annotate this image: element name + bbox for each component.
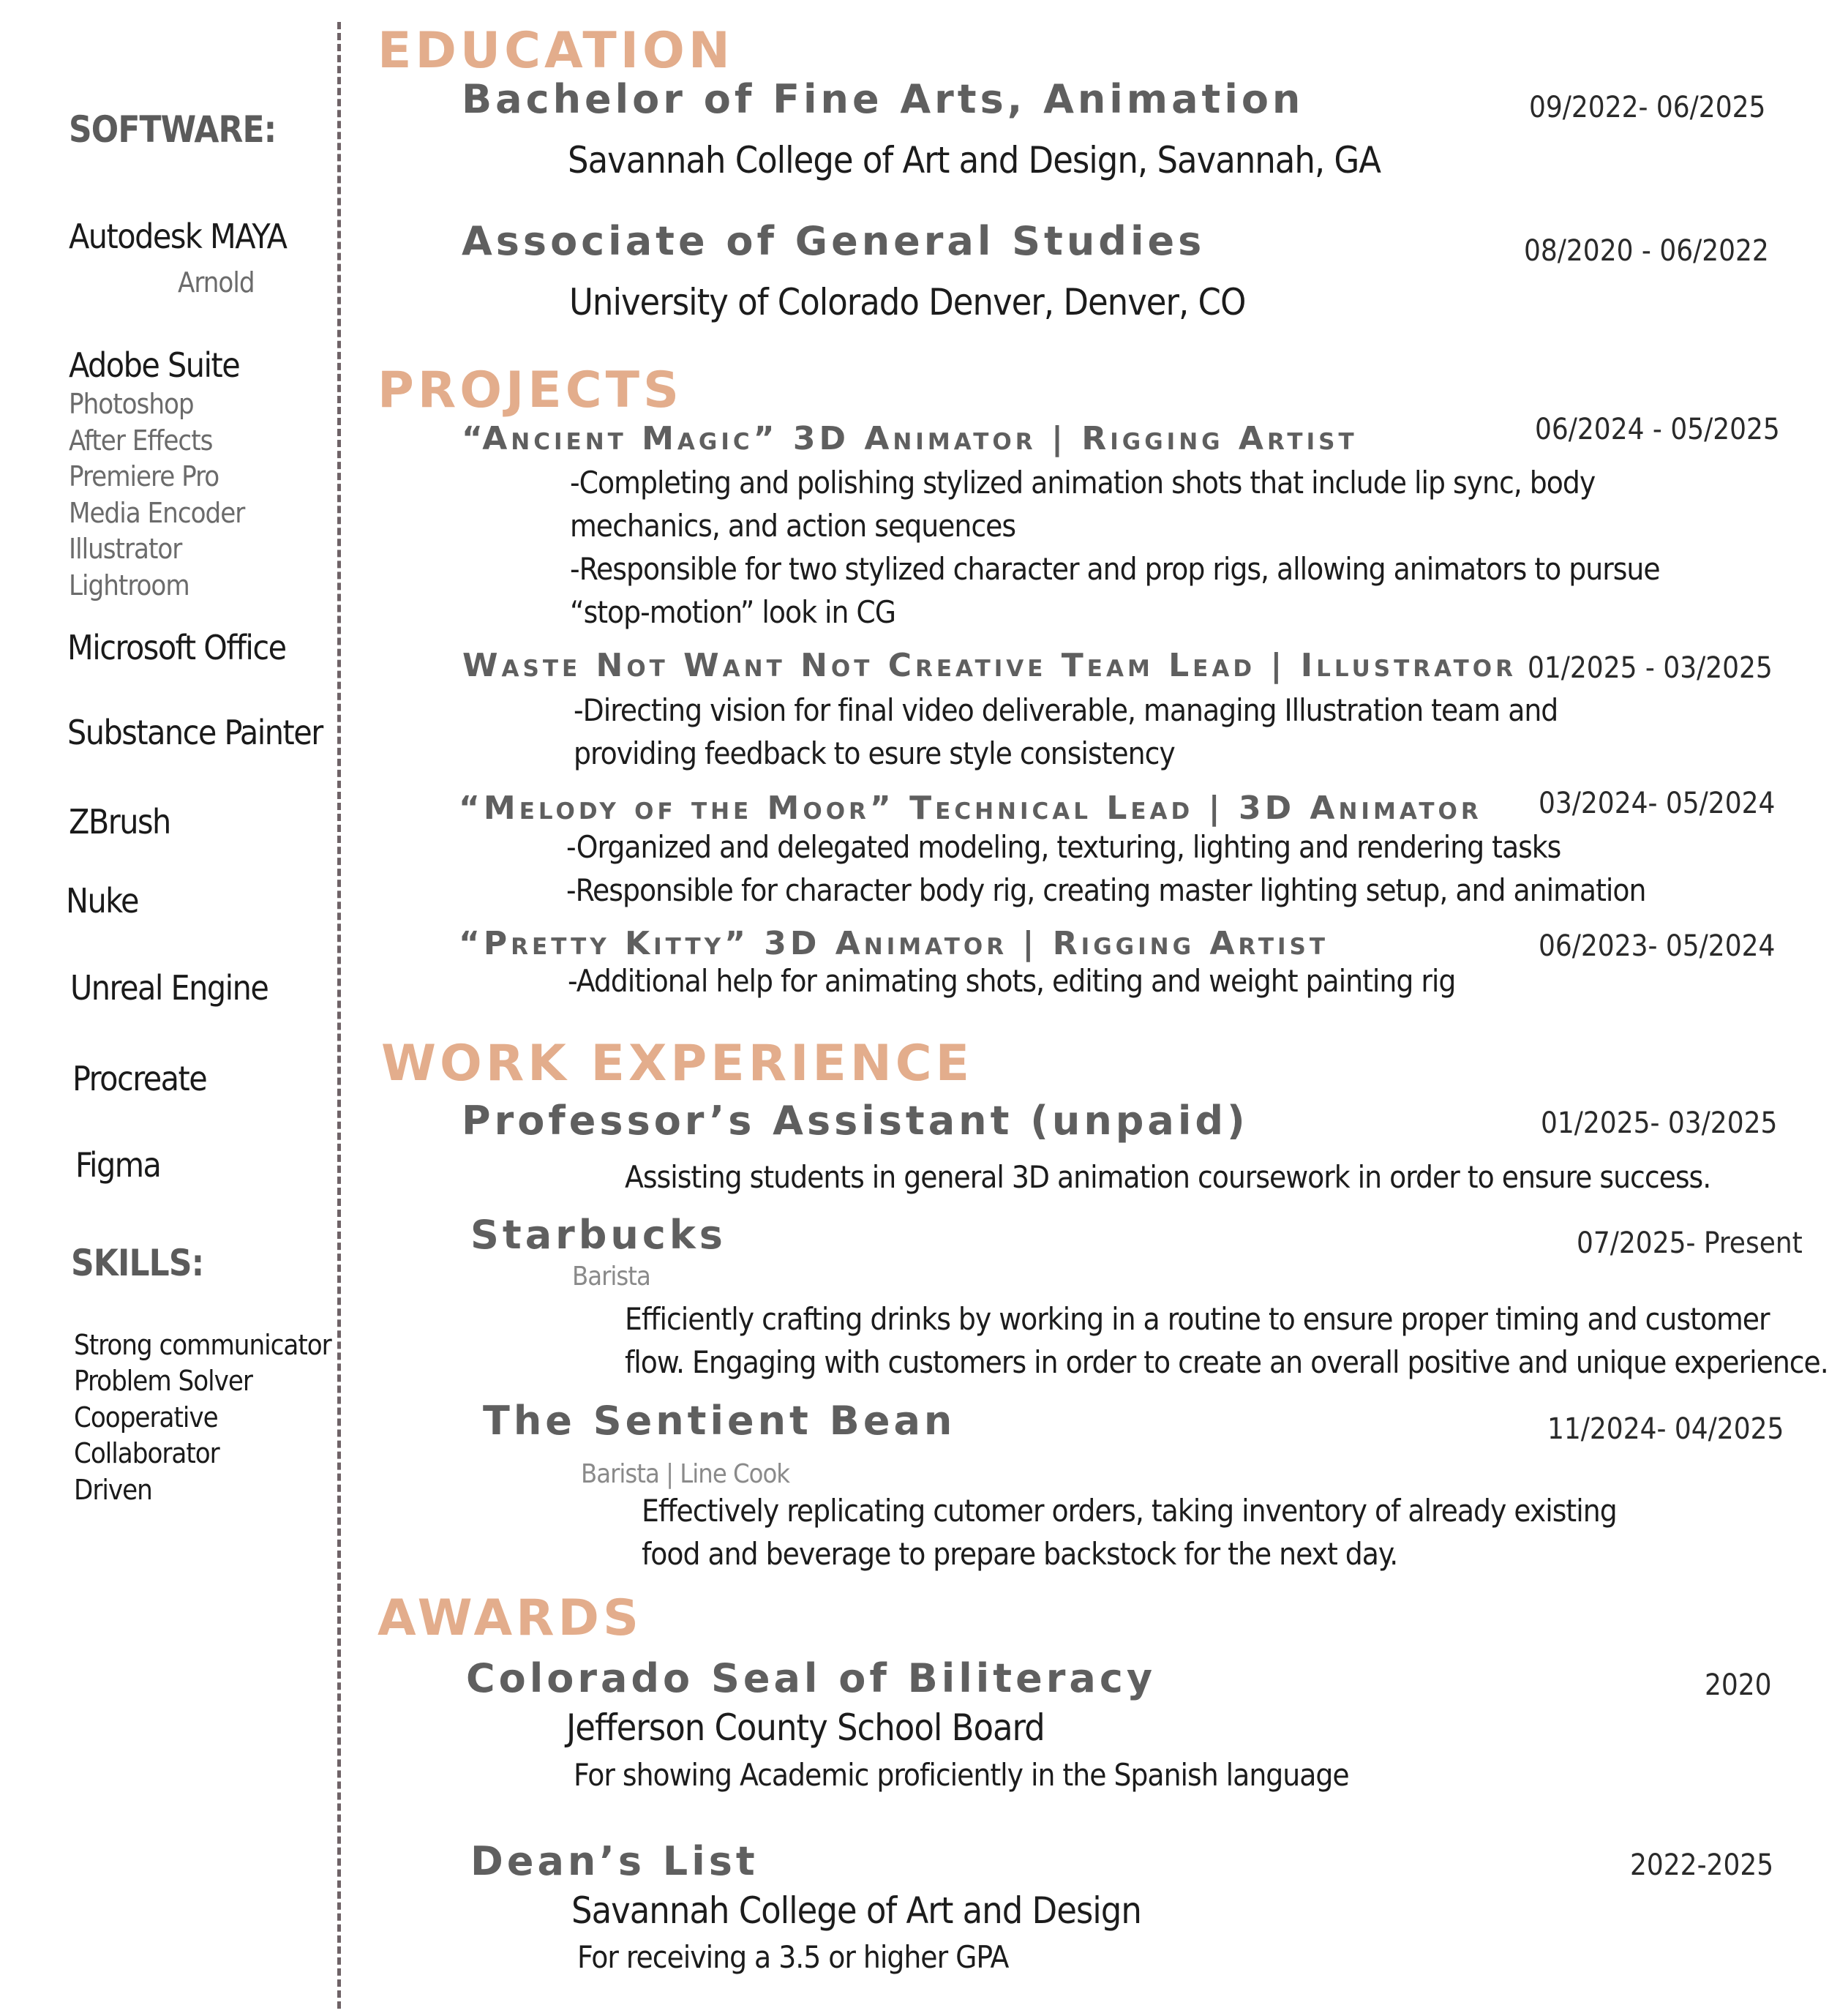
- project-line: -Directing vision for final video deliverable, managing Illustration team and: [574, 692, 1558, 728]
- skill-item: Strong communicator: [74, 1329, 331, 1361]
- award-org: Savannah College of Art and Design: [571, 1889, 1141, 1932]
- skill-item: Problem Solver: [74, 1365, 252, 1397]
- award-desc: For receiving a 3.5 or higher GPA: [577, 1939, 1009, 1975]
- project-line: mechanics, and action sequences: [570, 508, 1016, 544]
- software-illustrator: Illustrator: [69, 533, 182, 565]
- skill-item: Collaborator: [74, 1437, 219, 1469]
- software-figma: Figma: [75, 1145, 161, 1185]
- education-date: 09/2022- 06/2025: [1529, 91, 1766, 124]
- education-title: Bachelor of Fine Arts, Animation: [462, 76, 1304, 122]
- award-title: Colorado Seal of Biliteracy: [466, 1655, 1157, 1701]
- work-date: 07/2025- Present: [1577, 1226, 1803, 1260]
- software-procreate: Procreate: [72, 1059, 207, 1098]
- work-line: food and beverage to prepare backstock for the next day.: [642, 1536, 1398, 1572]
- project-date: 06/2023- 05/2024: [1539, 929, 1776, 963]
- project-date: 03/2024- 05/2024: [1539, 787, 1776, 820]
- education-date: 08/2020 - 06/2022: [1524, 234, 1769, 268]
- software-adobe-suite: Adobe Suite: [69, 345, 240, 385]
- software-photoshop: Photoshop: [69, 388, 194, 420]
- software-heading: SOFTWARE:: [69, 108, 277, 151]
- work-line: flow. Engaging with customers in order to create an overall positive and unique experience.: [625, 1344, 1828, 1380]
- project-line: providing feedback to esure style consistency: [574, 735, 1175, 771]
- software-premiere-pro: Premiere Pro: [69, 460, 219, 492]
- project-date: 01/2025 - 03/2025: [1528, 651, 1773, 685]
- education-school: University of Colorado Denver, Denver, CO: [569, 281, 1246, 323]
- projects-heading: PROJECTS: [378, 361, 683, 419]
- work-title: Professor’s Assistant (unpaid): [462, 1098, 1249, 1144]
- award-date: 2020: [1705, 1668, 1772, 1702]
- project-line: -Responsible for character body rig, creating master lighting setup, and animation: [566, 872, 1646, 908]
- project-line: -Completing and polishing stylized animation shots that include lip sync, body: [570, 465, 1596, 501]
- skills-heading: SKILLS:: [71, 1242, 204, 1284]
- education-title: Associate of General Studies: [462, 218, 1206, 264]
- work-line: Assisting students in general 3D animation coursework in order to ensure success.: [625, 1159, 1711, 1195]
- award-date: 2022-2025: [1630, 1848, 1774, 1882]
- education-heading: EDUCATION: [378, 22, 734, 80]
- project-line: “stop-motion” look in CG: [570, 594, 896, 630]
- project-line: -Organized and delegated modeling, texturing, lighting and rendering tasks: [566, 829, 1561, 865]
- project-title: Waste Not Want Not Creative Team Lead | Illustrator: [462, 647, 1517, 684]
- software-substance-painter: Substance Painter: [67, 713, 323, 752]
- project-line: -Responsible for two stylized character and prop rigs, allowing animators to pursue: [570, 551, 1660, 587]
- skill-item: Driven: [74, 1474, 152, 1506]
- work-line: Efficiently crafting drinks by working in a routine to ensure proper timing and customer: [625, 1301, 1770, 1337]
- project-line: -Additional help for animating shots, editing and weight painting rig: [568, 963, 1456, 999]
- award-org: Jefferson County School Board: [566, 1706, 1045, 1749]
- skill-item: Cooperative: [74, 1401, 218, 1434]
- education-school: Savannah College of Art and Design, Savannah, GA: [568, 139, 1381, 181]
- awards-heading: AWARDS: [378, 1589, 642, 1647]
- work-role: Barista | Line Cook: [581, 1459, 790, 1489]
- work-date: 11/2024- 04/2025: [1547, 1412, 1784, 1446]
- project-date: 06/2024 - 05/2025: [1535, 413, 1780, 446]
- software-zbrush: ZBrush: [69, 802, 170, 842]
- work-heading: WORK EXPERIENCE: [381, 1035, 974, 1093]
- software-microsoft-office: Microsoft Office: [67, 628, 286, 667]
- software-unreal-engine: Unreal Engine: [70, 968, 268, 1008]
- award-title: Dean’s List: [470, 1838, 759, 1884]
- software-after-effects: After Effects: [69, 424, 213, 457]
- work-line: Effectively replicating cutomer orders, taking inventory of already existing: [642, 1493, 1617, 1529]
- software-nuke: Nuke: [66, 881, 138, 921]
- work-title: The Sentient Bean: [483, 1398, 956, 1444]
- award-desc: For showing Academic proficiently in the Spanish language: [574, 1757, 1349, 1793]
- software-arnold: Arnold: [178, 266, 255, 299]
- work-role: Barista: [572, 1262, 650, 1292]
- project-title: “Melody of the Moor” Technical Lead | 3D Animator: [459, 790, 1482, 827]
- project-title: “Pretty Kitty” 3D Animator | Rigging Artist: [459, 925, 1329, 962]
- software-media-encoder: Media Encoder: [69, 497, 245, 529]
- work-title: Starbucks: [470, 1212, 726, 1258]
- project-title: “Ancient Magic” 3D Animator | Rigging Artist: [462, 420, 1358, 457]
- software-maya: Autodesk MAYA: [69, 217, 287, 256]
- work-date: 01/2025- 03/2025: [1541, 1106, 1778, 1140]
- sidebar-divider: [337, 22, 341, 2009]
- software-lightroom: Lightroom: [69, 569, 189, 602]
